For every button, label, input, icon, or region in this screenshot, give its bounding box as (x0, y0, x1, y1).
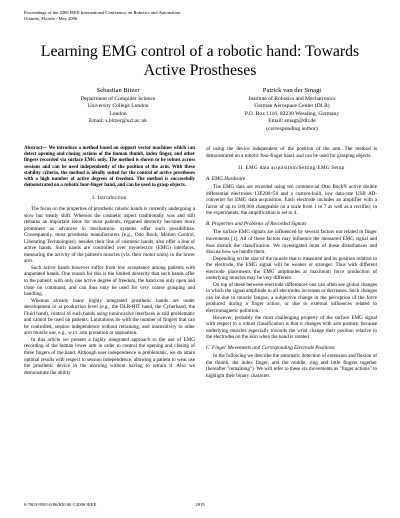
paragraph: The EMG data are recorded using ten commercial Otto Bock® active double differential electrodes 13E200=50 and a custom-built, low data-rate USB AD-converter for EMG data acquisition. Each electrode includes an amplifier with a factor of up to 100,000 changeable on a scale from 1 to 7 as well as a rectifier; in the experiments, the amplification is set to 4. (206, 184, 377, 217)
paragraph: In the following we describe the automatic detection of extension and flexion of the thumb, the index finger, and the middle, ring and little fingers together (hereafter "remaining"). We will refer to these six movements as "finger actions" to highlight their binary character. (206, 353, 377, 379)
author-name: Sebastian Bitzer (96, 87, 140, 94)
paragraph: The focus on the properties of prosthetic robotic hands is currently undergoing a slow but steady shift. Whereas the cosmetic aspect traditionally was and still remains an important issue for most patients, regained dexterity becomes more prominent as advances in mechatronic systems offer such possibilities. Consequently, most prosthesis manufacturers (e.g., Otto Bock, Motion Control, Liberating Technologies), besides their line of cosmetic hands, also offer a line of active hands. Such hands are controlled over myoelectric (EMG) interfaces, measuring the activity of the patient's muscles (viz. their motor units) in the lower arm. (24, 205, 195, 265)
author-email: Email: s.bitzer@ucl.ac.uk (89, 118, 147, 125)
author-affiliation: Department of Computer Science (80, 95, 156, 102)
author-affiliation: German Aerospace Center (DLR) (254, 103, 330, 110)
title-line-2: Active Prostheses (143, 62, 257, 79)
paragraph: Depending on the size of the muscle that is measured and its position relative to the electrode, the EMG signal will be weaker or stronger. Thus with different electrode placements the EMG amplitudes at maximum force production of underlying muscles may be very different. (206, 255, 377, 282)
author-block-1 (28, 87, 208, 126)
section-heading: II. EMG data acquisition/Setting/EMG Setup (238, 165, 345, 172)
paragraph: of using the device independent of the position of the arm. The method is demonstrated on a robotic four-finger hand, and can be used for grasping objects. (206, 146, 377, 159)
right-column (206, 146, 377, 380)
copyright-footer: 0-7803-9505-0/06/$20.00 ©2006 IEEE (24, 502, 97, 507)
subsection-heading: B. Properties and Problems of Recorded Signals (206, 220, 307, 227)
author-name: Patrick van der Smagt (262, 87, 322, 94)
paragraph: However, probably the most challenging property of the surface EMG signal with respect to a robust classification is that it changes with arm posture, because underlying muscles especially towards the wrist change their position relative to the electrodes on the skin when the hand is rotated. (206, 314, 377, 341)
paragraph: On top of these between-electrode differences one can often see global changes in which the signal amplitude in all electrodes increases or decreases. Such changes can be due to muscle fatigue, a subjective change in the perception of the force produced during a finger action, or due to external influences related to electromagnetic pollution. (206, 281, 377, 315)
left-column (24, 146, 195, 376)
paragraph: Whereas already many highly integrated prosthetic hands are under development or at production level (e.g., the DLR-HIT hand, the Cyberhand, the Fluid hand), control of such hands using noninvasive interfaces is still problematic and cannot be used on patients. Limitations lie with the number of fingers that can be controlled, session independence without retraining, and insensitivity to other arm muscle use, e.g., w.r.t. arm pronation or supination. (24, 297, 195, 337)
author-affiliation: London (109, 110, 127, 117)
title-line-1: Learning EMG control of a robotic hand: Towards (40, 43, 360, 60)
paragraph: The surface EMG signals are influenced by several factors not related to finger movements [1]. All of these factors may influence the measured EMG signal and thus disturb the classification. We investigated most of these disturbances and discuss how we handle them. (206, 229, 377, 256)
author-affiliation: P.O. Box 1116, 82230 Wessling, Germany (244, 110, 340, 117)
abstract: Abstract— We introduce a method based on support vector machines which can detect opening and closing actions of the human thumb, index finger, and other fingers recorded via surface EMG only. The method is shown to be robust across sessions and can be used independently of the position of the arm. With these stability criteria, the method is ideally suited for the control of active prostheses with a high number of active degrees of freedom. The method is successfully demonstrated on a robotic four-finger hand, and can be used to grasp objects. (24, 146, 195, 189)
proceedings-header (24, 10, 180, 22)
author-note: (corresponding author) (266, 125, 318, 132)
page-number: 2819 (195, 502, 205, 507)
author-affiliation: Institute of Robotics and Mechatronics (248, 95, 336, 102)
header-line-1: Proceedings of the 2006 IEEE International Conference on Robotics and Automation (24, 10, 181, 15)
section-heading: I. Introduction (92, 195, 127, 202)
subsection-heading: C. Finger Movements and Corresponding Electrode Positions (206, 344, 335, 351)
author-block-2 (202, 87, 382, 133)
author-affiliation: University College London (87, 103, 149, 110)
author-email: Email: smagt@dlr.de (268, 118, 316, 125)
paragraph: In this article we present a highly integrated approach to the use of EMG recording of the human lower arm in order to control the opening and closing of three fingers of the hand. Although user independence is problematic, we do attain optimal results with respect to session independence, allowing a patient to wear use the prosthetic device in the morning without having to retrain it. Also we demonstrate the ability (24, 336, 195, 376)
header-line-2: Orlando, Florida - May 2006 (24, 16, 78, 21)
paragraph: Such active hands however suffer from low acceptance among patients with amputated hands. One reason for this is the limited dexterity that such hands offer to the patient: with only one active degree of freedom, the hand can only open and close on command, and can thus only be used for very coarse grasping and handling. (24, 264, 195, 298)
paper-title (0, 42, 400, 80)
subsection-heading: A. EMG Hardware (206, 175, 246, 182)
